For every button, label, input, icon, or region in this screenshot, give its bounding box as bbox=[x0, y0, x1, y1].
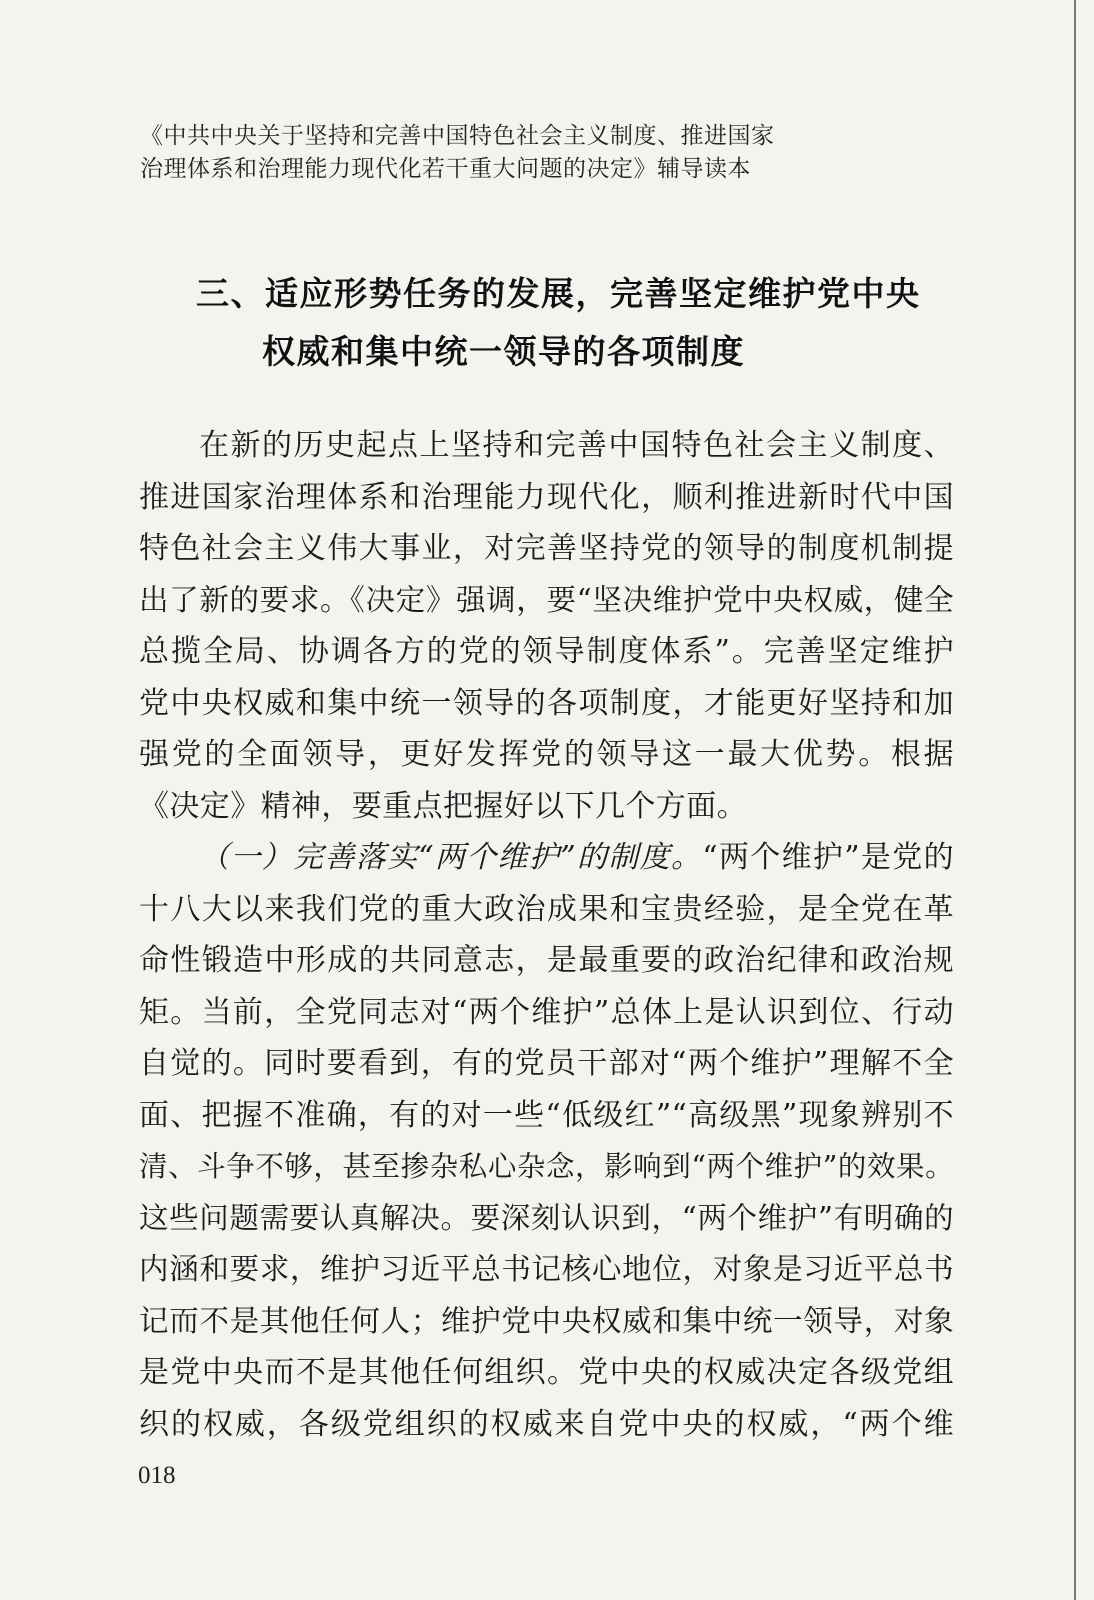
section-title-line-2: 权威和集中统一领导的各项制度 bbox=[262, 332, 745, 371]
paragraph-1-line: 总揽全局、协调各方的党的领导制度体系”。完善坚定维护 bbox=[139, 634, 954, 669]
paragraph-2-line: 命性锻造中形成的共同意志，是最重要的政治纪律和政治规 bbox=[139, 943, 954, 978]
paragraph-2-line: 这些问题需要认真解决。要深刻认识到，“两个维护”有明确的 bbox=[139, 1200, 954, 1235]
paragraph-2-line: 自觉的。同时要看到，有的党员干部对“两个维护”理解不全 bbox=[139, 1046, 954, 1081]
paragraph-2-line: 清、斗争不够，甚至掺杂私心杂念，影响到“两个维护”的效果。 bbox=[139, 1150, 954, 1183]
section-title-line-1: 三、适应形势任务的发展，完善坚定维护党中央 bbox=[196, 274, 921, 313]
paragraph-1-line: 在新的历史起点上坚持和完善中国特色社会主义制度、 bbox=[199, 428, 954, 463]
paragraph-1-line: 《决定》精神，要重点把握好以下几个方面。 bbox=[139, 788, 747, 824]
paragraph-2-line: 织的权威，各级党组织的权威来自党中央的权威，“两个维 bbox=[139, 1406, 954, 1442]
page-edge-divider bbox=[1074, 0, 1076, 1600]
running-header-line-1: 《中共中央关于坚持和完善中国特色社会主义制度、推进国家 bbox=[140, 123, 775, 149]
body-text bbox=[139, 420, 954, 1450]
paragraph-2-line: 内涵和要求，维护习近平总书记核心地位，对象是习近平总书 bbox=[139, 1252, 954, 1286]
paragraph-1-line: 强党的全面领导，更好发挥党的领导这一最大优势。根据 bbox=[139, 737, 954, 772]
paragraph-2-first-line-text: “两个维护”是党的 bbox=[702, 840, 954, 875]
paragraph-2-line: 矩。当前，全党同志对“两个维护”总体上是认识到位、行动 bbox=[139, 994, 954, 1030]
running-header bbox=[140, 120, 940, 186]
paragraph-2-line: 记而不是其他任何人；维护党中央权威和集中统一领导，对象 bbox=[139, 1303, 954, 1338]
paragraph-2-line: 十八大以来我们党的重大政治成果和宝贵经验，是全党在革 bbox=[139, 891, 954, 927]
paragraph-1-line: 特色社会主义伟大事业，对完善坚持党的领导的制度机制提 bbox=[139, 531, 954, 566]
running-header-line-2: 治理体系和治理能力现代化若干重大问题的决定》辅导读本 bbox=[140, 156, 751, 182]
paragraph-2-line: 面、把握不准确，有的对一些“低级红”“高级黑”现象辨别不 bbox=[139, 1097, 954, 1133]
paragraph-1-line: 党中央权威和集中统一领导的各项制度，才能更好坚持和加 bbox=[139, 685, 954, 721]
page-number: 018 bbox=[138, 1462, 176, 1489]
paragraph-1-line: 出了新的要求。《决定》强调，要“坚决维护党中央权威，健全 bbox=[139, 582, 954, 617]
subsection-heading: （一）完善落实“两个维护”的制度。 bbox=[199, 840, 703, 875]
paragraph-2-line: 是党中央而不是其他任何组织。党中央的权威决定各级党组 bbox=[139, 1355, 954, 1390]
paragraph-1-line: 推进国家治理体系和治理能力现代化，顺利推进新时代中国 bbox=[139, 479, 954, 515]
paragraph-2-first-line bbox=[139, 832, 954, 884]
